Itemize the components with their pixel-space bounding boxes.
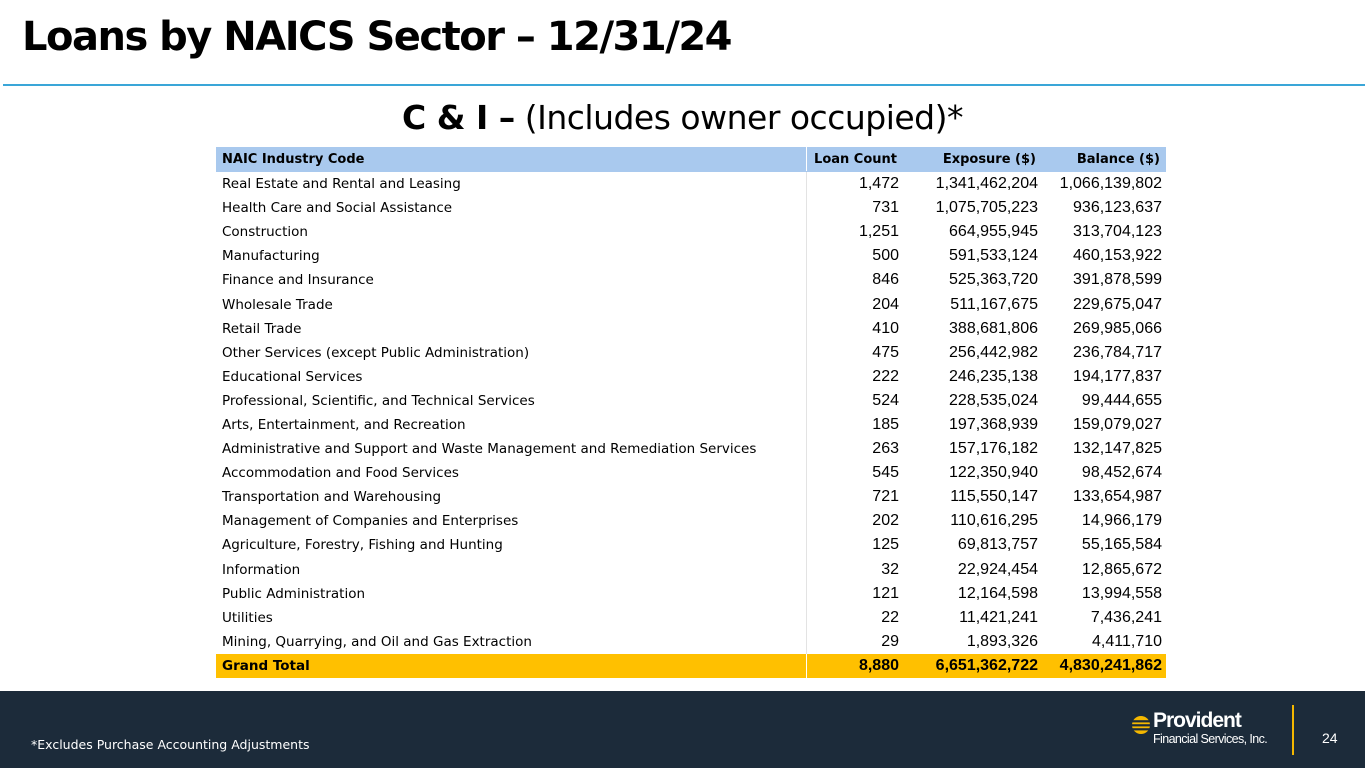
balance-cell: 13,994,558 xyxy=(1081,584,1162,602)
loan-count-cell: 731 xyxy=(872,199,899,217)
industry-name-cell: Management of Companies and Enterprises xyxy=(216,509,806,533)
grand-total-label: Grand Total xyxy=(216,654,806,678)
table-row xyxy=(216,485,1166,509)
page-title: Loans by NAICS Sector – 12/31/24 xyxy=(22,14,731,60)
industry-name-cell: Construction xyxy=(216,220,806,244)
loan-count-cell: 846 xyxy=(872,271,899,289)
loan-count-cell: 410 xyxy=(872,319,899,337)
industry-name-cell: Real Estate and Rental and Leasing xyxy=(216,172,806,197)
balance-cell: 132,147,825 xyxy=(1073,440,1162,458)
loan-count-cell: 125 xyxy=(872,536,899,554)
balance-cell: 194,177,837 xyxy=(1073,367,1162,385)
table-header-row xyxy=(216,147,1166,172)
balance-cell: 4,411,710 xyxy=(1092,632,1162,650)
table-row xyxy=(216,558,1166,582)
loan-count-cell: 545 xyxy=(872,464,899,482)
balance-cell: 460,153,922 xyxy=(1073,247,1162,265)
exposure-cell: 1,893,326 xyxy=(966,632,1038,650)
exposure-cell: 157,176,182 xyxy=(949,440,1038,458)
exposure-cell: 246,235,138 xyxy=(949,367,1038,385)
exposure-cell: 115,550,147 xyxy=(950,488,1038,506)
industry-name-cell: Mining, Quarrying, and Oil and Gas Extraction xyxy=(216,630,806,654)
industry-name-cell: Information xyxy=(216,558,806,582)
loan-count-cell: 204 xyxy=(872,295,899,313)
table-row xyxy=(216,292,1166,316)
loan-count-cell: 222 xyxy=(872,367,899,385)
exposure-cell: 122,350,940 xyxy=(949,464,1038,482)
balance-cell: 936,123,637 xyxy=(1073,199,1162,217)
loan-count-cell: 29 xyxy=(881,632,899,650)
industry-name-cell: Manufacturing xyxy=(216,244,806,268)
loans-table xyxy=(216,147,1166,678)
balance-cell: 55,165,584 xyxy=(1081,536,1162,554)
table-row xyxy=(216,630,1166,654)
logo-subtitle: Financial Services, Inc. xyxy=(1153,732,1268,746)
balance-cell: 12,865,672 xyxy=(1081,560,1162,578)
industry-name-cell: Utilities xyxy=(216,606,806,630)
table-row xyxy=(216,413,1166,437)
logo-name: Provident xyxy=(1153,709,1241,732)
balance-cell: 159,079,027 xyxy=(1073,415,1162,433)
balance-cell: 133,654,987 xyxy=(1073,488,1162,506)
industry-name-cell: Professional, Scientific, and Technical Services xyxy=(216,389,806,413)
footer-divider xyxy=(1292,705,1294,755)
page-number: 24 xyxy=(1322,730,1338,746)
provident-logo-icon xyxy=(1131,715,1153,735)
footnote: *Excludes Purchase Accounting Adjustments xyxy=(31,737,310,752)
table-row xyxy=(216,582,1166,606)
industry-name-cell: Arts, Entertainment, and Recreation xyxy=(216,413,806,437)
loan-count-cell: 32 xyxy=(881,560,899,578)
balance-cell: 99,444,655 xyxy=(1081,391,1162,409)
table-row xyxy=(216,365,1166,389)
table-row xyxy=(216,389,1166,413)
table-row xyxy=(216,220,1166,244)
balance-cell: 98,452,674 xyxy=(1081,464,1162,482)
header-exposure: Exposure ($) xyxy=(903,147,1042,172)
footer-bar xyxy=(0,691,1365,768)
table-row xyxy=(216,437,1166,461)
loan-count-cell: 500 xyxy=(872,247,899,265)
table-row xyxy=(216,317,1166,341)
exposure-cell: 511,167,675 xyxy=(950,295,1038,313)
industry-name-cell: Public Administration xyxy=(216,582,806,606)
industry-name-cell: Accommodation and Food Services xyxy=(216,461,806,485)
grand-total-row xyxy=(216,654,1166,678)
table-row xyxy=(216,509,1166,533)
loan-count-cell: 263 xyxy=(872,440,899,458)
table-row xyxy=(216,172,1166,197)
loan-count-cell: 721 xyxy=(872,488,899,506)
industry-name-cell: Health Care and Social Assistance xyxy=(216,196,806,220)
header-industry-code: NAIC Industry Code xyxy=(216,147,806,172)
exposure-cell: 197,368,939 xyxy=(949,415,1038,433)
exposure-cell: 22,924,454 xyxy=(957,560,1038,578)
loan-count-cell: 121 xyxy=(872,584,899,602)
table-row xyxy=(216,341,1166,365)
loan-count-cell: 22 xyxy=(881,608,899,626)
exposure-cell: 11,421,241 xyxy=(959,608,1038,626)
exposure-cell: 1,075,705,223 xyxy=(935,199,1038,217)
subtitle-regular: (Includes owner occupied)* xyxy=(524,98,964,137)
balance-cell: 391,878,599 xyxy=(1073,271,1162,289)
loan-count-cell: 185 xyxy=(872,415,899,433)
industry-name-cell: Administrative and Support and Waste Management and Remediation Services xyxy=(216,437,806,461)
exposure-cell: 591,533,124 xyxy=(949,247,1038,265)
balance-cell: 14,966,179 xyxy=(1081,512,1162,530)
balance-cell: 1,066,139,802 xyxy=(1059,175,1162,193)
provident-logo xyxy=(1131,711,1291,755)
exposure-cell: 388,681,806 xyxy=(949,319,1038,337)
exposure-cell: 69,813,757 xyxy=(957,536,1038,554)
title-divider xyxy=(3,84,1365,86)
exposure-cell: 1,341,462,204 xyxy=(935,175,1038,193)
header-loan-count: Loan Count xyxy=(806,147,903,172)
balance-cell: 236,784,717 xyxy=(1073,343,1162,361)
loan-count-cell: 1,251 xyxy=(858,223,899,241)
table-body xyxy=(216,172,1166,678)
header-balance: Balance ($) xyxy=(1042,147,1166,172)
grand-total-count: 8,880 xyxy=(806,654,903,678)
industry-name-cell: Other Services (except Public Administration) xyxy=(216,341,806,365)
exposure-cell: 228,535,024 xyxy=(949,391,1038,409)
table-row xyxy=(216,244,1166,268)
industry-name-cell: Agriculture, Forestry, Fishing and Hunting xyxy=(216,533,806,557)
loan-count-cell: 202 xyxy=(872,512,899,530)
exposure-cell: 256,442,982 xyxy=(949,343,1038,361)
industry-name-cell: Retail Trade xyxy=(216,317,806,341)
table-row xyxy=(216,461,1166,485)
industry-name-cell: Wholesale Trade xyxy=(216,292,806,316)
balance-cell: 313,704,123 xyxy=(1073,223,1162,241)
balance-cell: 269,985,066 xyxy=(1073,319,1162,337)
industry-name-cell: Finance and Insurance xyxy=(216,268,806,292)
exposure-cell: 525,363,720 xyxy=(949,271,1038,289)
table-row xyxy=(216,268,1166,292)
loan-count-cell: 524 xyxy=(872,391,899,409)
grand-total-exposure: 6,651,362,722 xyxy=(903,654,1042,678)
balance-cell: 7,436,241 xyxy=(1090,608,1162,626)
industry-name-cell: Educational Services xyxy=(216,365,806,389)
exposure-cell: 110,616,295 xyxy=(950,512,1038,530)
industry-name-cell: Transportation and Warehousing xyxy=(216,485,806,509)
table-row xyxy=(216,196,1166,220)
loan-count-cell: 475 xyxy=(872,343,899,361)
exposure-cell: 12,164,598 xyxy=(957,584,1038,602)
table-row xyxy=(216,606,1166,630)
exposure-cell: 664,955,945 xyxy=(949,223,1038,241)
balance-cell: 229,675,047 xyxy=(1073,295,1162,313)
subtitle-bold: C & I – xyxy=(401,98,515,137)
grand-total-balance: 4,830,241,862 xyxy=(1042,654,1166,678)
table-row xyxy=(216,533,1166,557)
table-subtitle xyxy=(0,98,1365,137)
loan-count-cell: 1,472 xyxy=(858,175,899,193)
